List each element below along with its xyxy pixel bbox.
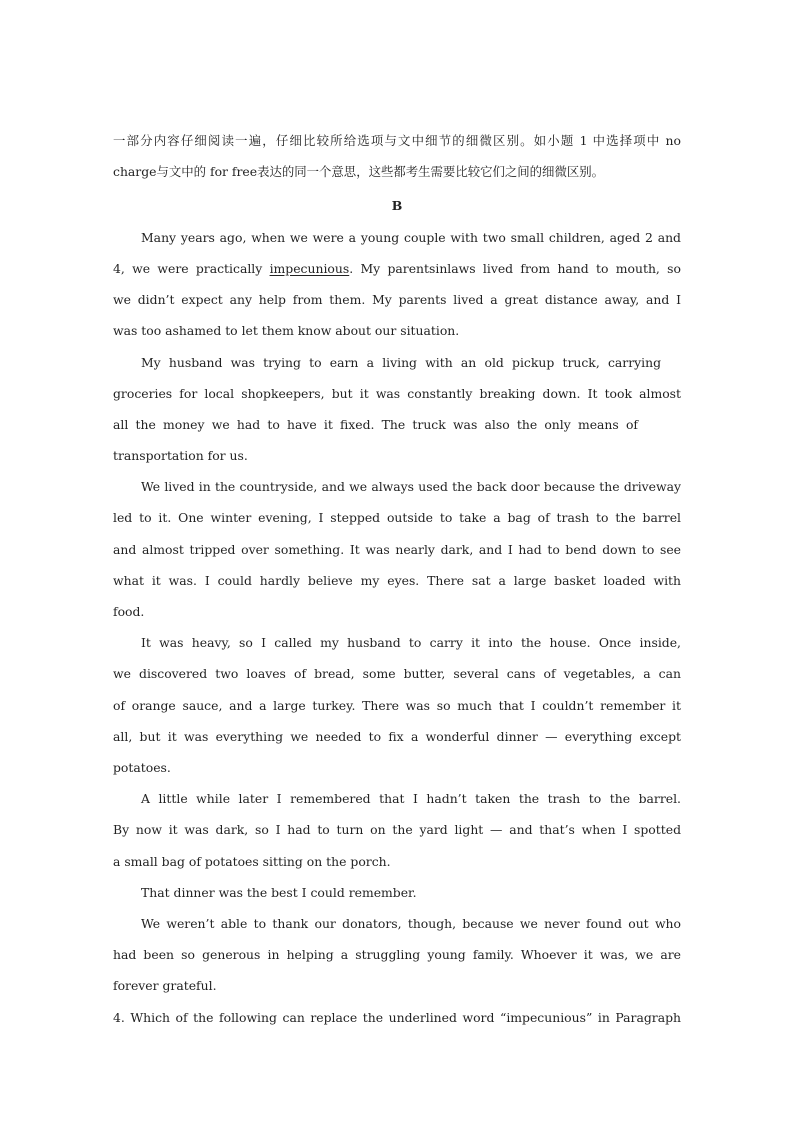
passage-line: and almost tripped over something. It was nearly dark, and I had to bend down to see (113, 542, 681, 557)
passage-line: all the money we had to have it fixed. The truck was also the only means of (113, 417, 638, 432)
passage-line: of orange sauce, and a large turkey. There was so much that I couldn’t remember it (113, 698, 681, 713)
passage-line: We weren’t able to thank our donators, though, because we never found out who (141, 916, 681, 931)
passage-line: led to it. One winter evening, I stepped outside to take a bag of trash to the barrel (113, 510, 681, 525)
section-heading: B (391, 198, 403, 213)
passage-line: We lived in the countryside, and we always used the back door because the driveway (141, 479, 681, 494)
question-4: 4. Which of the following can replace the underlined word “impecunious” in Paragraph (113, 1010, 681, 1025)
note-line-2: charge与文中的 for free表达的同一个意思，这些都考生需要比较它们之间的细微区别。 (113, 164, 605, 179)
passage-line: transportation for us. (113, 448, 248, 463)
passage-line: potatoes. (113, 760, 171, 775)
passage-line: all, but it was everything we needed to fix a wonderful dinner — everything except (113, 729, 681, 744)
passage-line: A little while later I remembered that I hadn’t taken the trash to the barrel. (141, 791, 681, 806)
passage-line: we didn’t expect any help from them. My parents lived a great distance away, and I (113, 292, 681, 307)
passage-line: By now it was dark, so I had to turn on the yard light — and that’s when I spotted (113, 822, 681, 837)
passage-line: what it was. I could hardly believe my eyes. There sat a large basket loaded with (113, 573, 681, 588)
passage-text: 4, we were practically (113, 261, 270, 276)
underlined-word: impecunious (269, 261, 350, 276)
passage-line: Many years ago, when we were a young couple with two small children, aged 2 and (141, 230, 681, 245)
passage-line: was too ashamed to let them know about our situation. (113, 323, 460, 338)
passage-line: forever grateful. (113, 978, 217, 993)
passage-line (113, 261, 681, 277)
passage-line: we discovered two loaves of bread, some butter, several cans of vegetables, a can (113, 666, 681, 681)
passage-line: a small bag of potatoes sitting on the porch. (113, 854, 391, 869)
passage-line: groceries for local shopkeepers, but it was constantly breaking down. It took almost (113, 386, 681, 401)
passage-line: It was heavy, so I called my husband to carry it into the house. Once inside, (141, 635, 681, 650)
passage-text: . My parentsinlaws lived from hand to mouth, so (349, 261, 681, 276)
passage-line: had been so generous in helping a struggling young family. Whoever it was, we are (113, 947, 681, 962)
passage-line: That dinner was the best I could remember. (141, 885, 417, 900)
note-line-1: 一部分内容仔细阅读一遍，仔细比较所给选项与文中细节的细微区别。如小题 1 中选择项中 no (113, 133, 681, 148)
passage-line: My husband was trying to earn a living with an old pickup truck, carrying (141, 355, 661, 370)
passage-line: food. (113, 604, 145, 619)
